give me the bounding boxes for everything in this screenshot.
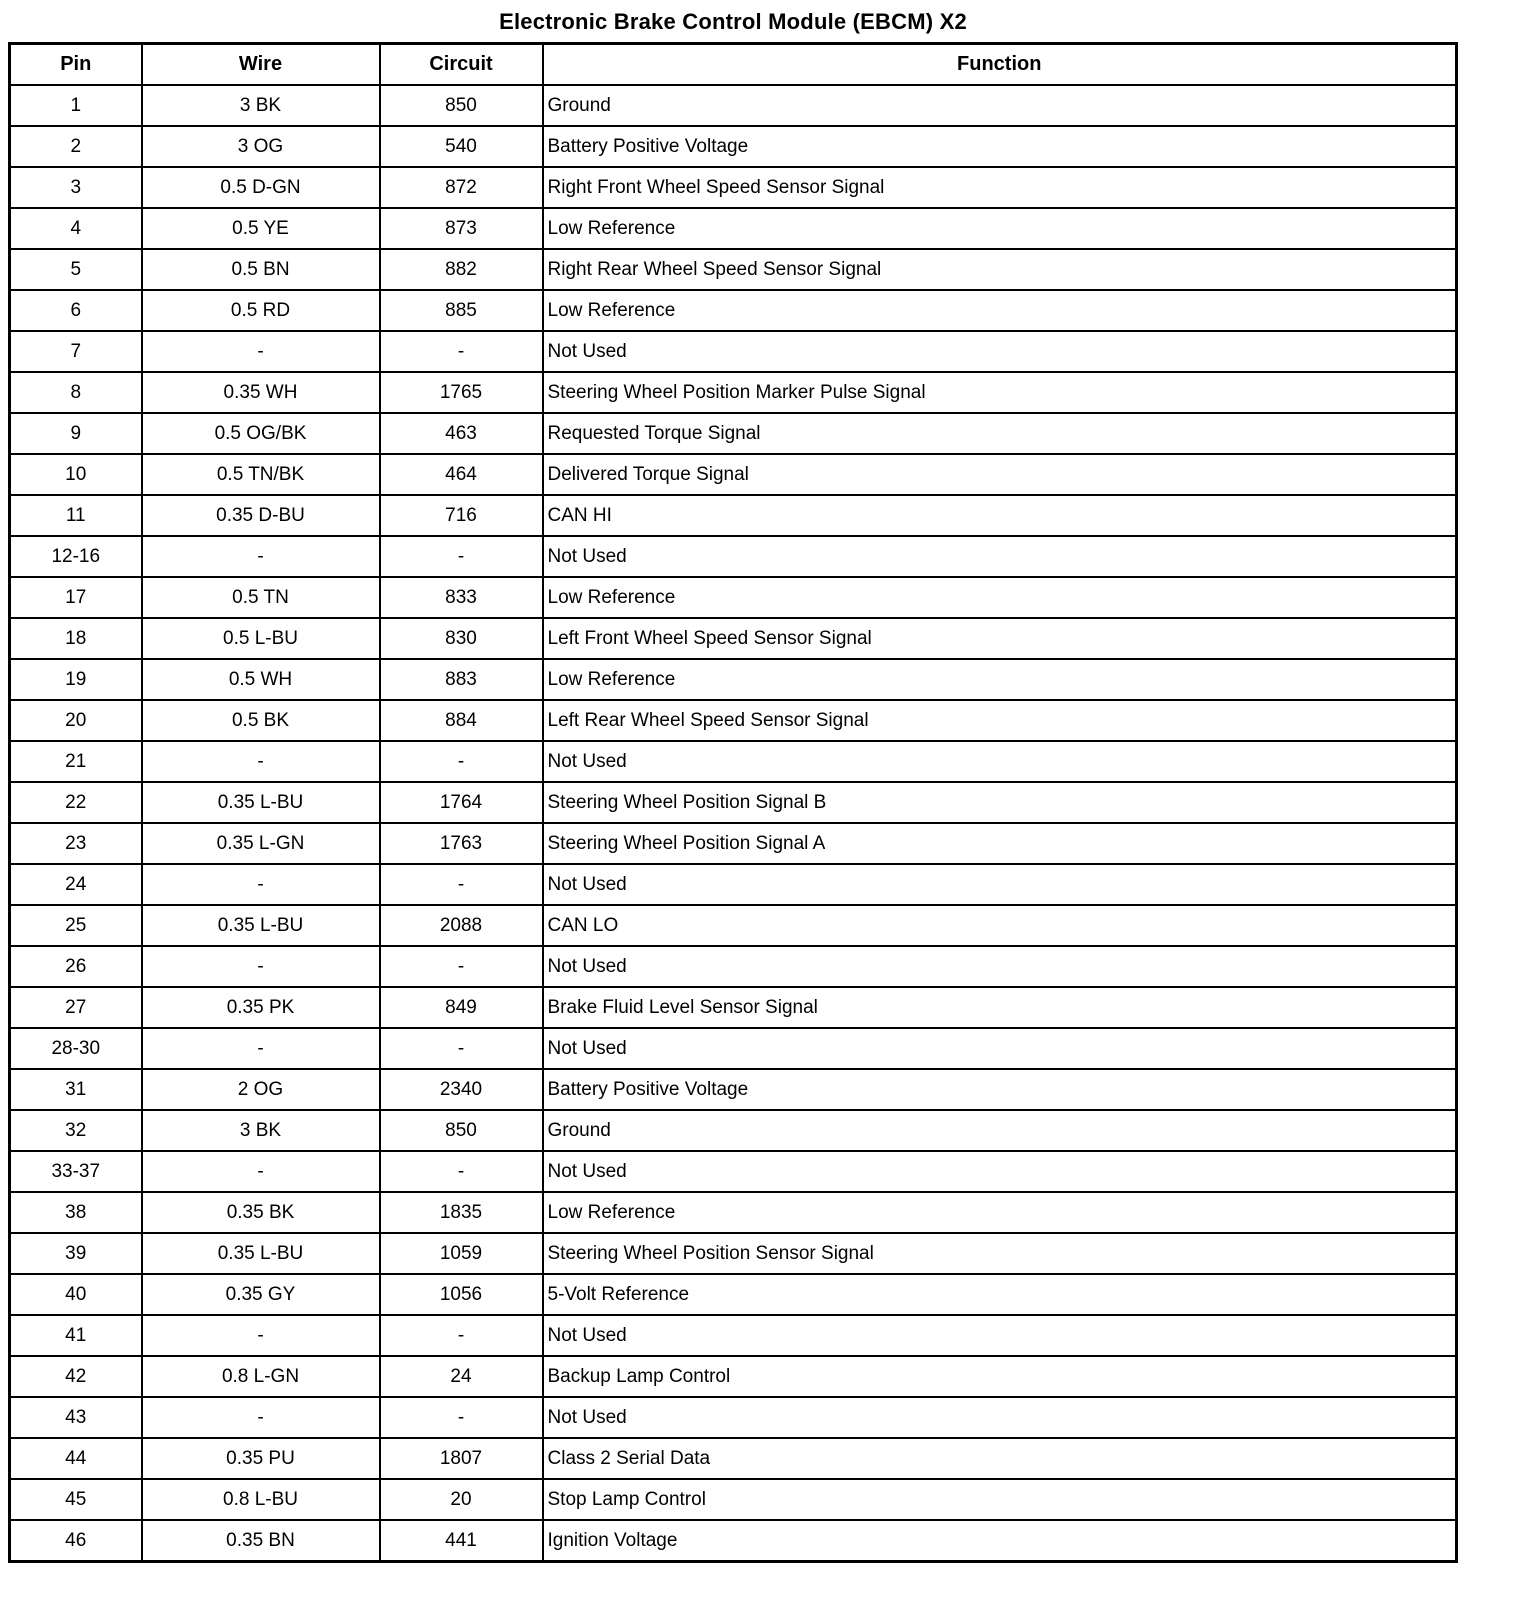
table-row	[10, 331, 1457, 372]
table-row	[10, 1397, 1457, 1438]
table-row	[10, 618, 1457, 659]
wire-cell: 2 OG	[142, 1069, 380, 1110]
column-header-wire: Wire	[142, 44, 380, 86]
circuit-cell: 1835	[380, 1192, 543, 1233]
function-cell: Right Front Wheel Speed Sensor Signal	[543, 167, 1457, 208]
circuit-cell: -	[380, 1151, 543, 1192]
circuit-cell: 464	[380, 454, 543, 495]
table-row	[10, 454, 1457, 495]
table-row	[10, 1028, 1457, 1069]
pin-cell: 43	[10, 1397, 142, 1438]
table-row	[10, 1356, 1457, 1397]
pin-cell: 40	[10, 1274, 142, 1315]
pin-cell: 6	[10, 290, 142, 331]
table-row	[10, 85, 1457, 126]
pin-cell: 26	[10, 946, 142, 987]
function-cell: Not Used	[543, 1028, 1457, 1069]
pin-cell: 21	[10, 741, 142, 782]
pin-cell: 10	[10, 454, 142, 495]
page-title: Electronic Brake Control Module (EBCM) X2	[499, 9, 967, 34]
circuit-cell: 850	[380, 85, 543, 126]
pin-cell: 1	[10, 85, 142, 126]
table-row	[10, 372, 1457, 413]
function-cell: 5-Volt Reference	[543, 1274, 1457, 1315]
pin-cell: 5	[10, 249, 142, 290]
table-row	[10, 1069, 1457, 1110]
wire-cell: -	[142, 1028, 380, 1069]
wire-cell: 0.5 BN	[142, 249, 380, 290]
function-cell: CAN HI	[543, 495, 1457, 536]
function-cell: Battery Positive Voltage	[543, 126, 1457, 167]
wire-cell: -	[142, 1151, 380, 1192]
pin-cell: 25	[10, 905, 142, 946]
function-cell: Left Front Wheel Speed Sensor Signal	[543, 618, 1457, 659]
function-cell: Backup Lamp Control	[543, 1356, 1457, 1397]
wire-cell: 0.35 L-BU	[142, 782, 380, 823]
wire-cell: 0.5 TN/BK	[142, 454, 380, 495]
table-row	[10, 1192, 1457, 1233]
circuit-cell: 2088	[380, 905, 543, 946]
table-row	[10, 823, 1457, 864]
table-row	[10, 495, 1457, 536]
function-cell: Not Used	[543, 741, 1457, 782]
function-cell: Not Used	[543, 864, 1457, 905]
wire-cell: 0.5 TN	[142, 577, 380, 618]
wire-cell: 0.5 OG/BK	[142, 413, 380, 454]
circuit-cell: 882	[380, 249, 543, 290]
wire-cell: -	[142, 1315, 380, 1356]
table-row	[10, 782, 1457, 823]
pin-cell: 31	[10, 1069, 142, 1110]
wire-cell: 3 BK	[142, 1110, 380, 1151]
table-row	[10, 905, 1457, 946]
function-cell: Ground	[543, 85, 1457, 126]
function-cell: Requested Torque Signal	[543, 413, 1457, 454]
circuit-cell: 463	[380, 413, 543, 454]
wire-cell: -	[142, 536, 380, 577]
pin-cell: 45	[10, 1479, 142, 1520]
wire-cell: 3 OG	[142, 126, 380, 167]
wire-cell: -	[142, 741, 380, 782]
table-row	[10, 1479, 1457, 1520]
pin-cell: 19	[10, 659, 142, 700]
column-header-circuit: Circuit	[380, 44, 543, 86]
pin-cell: 2	[10, 126, 142, 167]
function-cell: Not Used	[543, 536, 1457, 577]
circuit-cell: 20	[380, 1479, 543, 1520]
function-cell: Not Used	[543, 1397, 1457, 1438]
circuit-cell: -	[380, 536, 543, 577]
wire-cell: 0.8 L-BU	[142, 1479, 380, 1520]
wire-cell: -	[142, 946, 380, 987]
wire-cell: 0.35 PU	[142, 1438, 380, 1479]
wire-cell: 0.35 BN	[142, 1520, 380, 1562]
wire-cell: 0.35 PK	[142, 987, 380, 1028]
function-cell: Steering Wheel Position Signal B	[543, 782, 1457, 823]
pin-cell: 9	[10, 413, 142, 454]
pin-cell: 8	[10, 372, 142, 413]
circuit-cell: 872	[380, 167, 543, 208]
circuit-cell: -	[380, 331, 543, 372]
wire-cell: -	[142, 331, 380, 372]
table-row	[10, 413, 1457, 454]
function-cell: Right Rear Wheel Speed Sensor Signal	[543, 249, 1457, 290]
pin-cell: 33-37	[10, 1151, 142, 1192]
table-row	[10, 741, 1457, 782]
wire-cell: 0.35 D-BU	[142, 495, 380, 536]
function-cell: Ground	[543, 1110, 1457, 1151]
function-cell: Low Reference	[543, 577, 1457, 618]
table-row	[10, 659, 1457, 700]
table-row	[10, 536, 1457, 577]
table-body	[10, 85, 1457, 1562]
function-cell: Ignition Voltage	[543, 1520, 1457, 1562]
function-cell: Steering Wheel Position Signal A	[543, 823, 1457, 864]
pin-cell: 3	[10, 167, 142, 208]
circuit-cell: 716	[380, 495, 543, 536]
pin-cell: 11	[10, 495, 142, 536]
function-cell: Stop Lamp Control	[543, 1479, 1457, 1520]
function-cell: Not Used	[543, 331, 1457, 372]
circuit-cell: 830	[380, 618, 543, 659]
function-cell: Battery Positive Voltage	[543, 1069, 1457, 1110]
circuit-cell: 2340	[380, 1069, 543, 1110]
circuit-cell: 850	[380, 1110, 543, 1151]
circuit-cell: 849	[380, 987, 543, 1028]
function-cell: Low Reference	[543, 290, 1457, 331]
circuit-cell: 1059	[380, 1233, 543, 1274]
pin-cell: 23	[10, 823, 142, 864]
wire-cell: 3 BK	[142, 85, 380, 126]
function-cell: Low Reference	[543, 208, 1457, 249]
function-cell: Brake Fluid Level Sensor Signal	[543, 987, 1457, 1028]
wire-cell: 0.8 L-GN	[142, 1356, 380, 1397]
table-row	[10, 290, 1457, 331]
circuit-cell: 1764	[380, 782, 543, 823]
pin-cell: 39	[10, 1233, 142, 1274]
pin-cell: 4	[10, 208, 142, 249]
circuit-cell: -	[380, 1028, 543, 1069]
circuit-cell: 883	[380, 659, 543, 700]
function-cell: Delivered Torque Signal	[543, 454, 1457, 495]
circuit-cell: -	[380, 946, 543, 987]
table-row	[10, 864, 1457, 905]
pin-cell: 46	[10, 1520, 142, 1562]
table-row	[10, 208, 1457, 249]
pin-cell: 41	[10, 1315, 142, 1356]
pin-cell: 44	[10, 1438, 142, 1479]
pin-cell: 38	[10, 1192, 142, 1233]
wire-cell: 0.5 L-BU	[142, 618, 380, 659]
table-row	[10, 987, 1457, 1028]
table-row	[10, 126, 1457, 167]
wire-cell: 0.5 WH	[142, 659, 380, 700]
circuit-cell: 884	[380, 700, 543, 741]
table-row	[10, 700, 1457, 741]
circuit-cell: 1765	[380, 372, 543, 413]
table-row	[10, 1438, 1457, 1479]
wire-cell: 0.35 WH	[142, 372, 380, 413]
function-cell: Low Reference	[543, 1192, 1457, 1233]
wire-cell: 0.35 L-BU	[142, 905, 380, 946]
circuit-cell: 885	[380, 290, 543, 331]
function-cell: Not Used	[543, 1315, 1457, 1356]
circuit-cell: -	[380, 864, 543, 905]
table-row	[10, 1315, 1457, 1356]
pin-cell: 32	[10, 1110, 142, 1151]
column-header-function: Function	[543, 44, 1457, 86]
table-row	[10, 577, 1457, 618]
wire-cell: 0.5 D-GN	[142, 167, 380, 208]
wire-cell: 0.35 L-BU	[142, 1233, 380, 1274]
function-cell: Steering Wheel Position Sensor Signal	[543, 1233, 1457, 1274]
function-cell: Left Rear Wheel Speed Sensor Signal	[543, 700, 1457, 741]
table-row	[10, 1274, 1457, 1315]
wire-cell: 0.5 RD	[142, 290, 380, 331]
circuit-cell: -	[380, 1315, 543, 1356]
pin-cell: 42	[10, 1356, 142, 1397]
circuit-cell: 1763	[380, 823, 543, 864]
circuit-cell: 1056	[380, 1274, 543, 1315]
wire-cell: 0.5 BK	[142, 700, 380, 741]
function-cell: Not Used	[543, 1151, 1457, 1192]
pin-cell: 17	[10, 577, 142, 618]
pin-cell: 24	[10, 864, 142, 905]
circuit-cell: 540	[380, 126, 543, 167]
table-header-row	[10, 44, 1457, 86]
wire-cell: 0.35 GY	[142, 1274, 380, 1315]
wire-cell: 0.35 L-GN	[142, 823, 380, 864]
table-row	[10, 249, 1457, 290]
function-cell: Steering Wheel Position Marker Pulse Signal	[543, 372, 1457, 413]
circuit-cell: 24	[380, 1356, 543, 1397]
function-cell: Class 2 Serial Data	[543, 1438, 1457, 1479]
pin-cell: 28-30	[10, 1028, 142, 1069]
pin-cell: 7	[10, 331, 142, 372]
circuit-cell: 441	[380, 1520, 543, 1562]
function-cell: Not Used	[543, 946, 1457, 987]
table-row	[10, 1110, 1457, 1151]
table-row	[10, 167, 1457, 208]
ebcm-pinout-table	[8, 42, 1458, 1563]
circuit-cell: 873	[380, 208, 543, 249]
pin-cell: 20	[10, 700, 142, 741]
table-row	[10, 946, 1457, 987]
circuit-cell: 1807	[380, 1438, 543, 1479]
function-cell: Low Reference	[543, 659, 1457, 700]
wire-cell: 0.5 YE	[142, 208, 380, 249]
wire-cell: -	[142, 864, 380, 905]
column-header-pin: Pin	[10, 44, 142, 86]
pin-cell: 22	[10, 782, 142, 823]
table-row	[10, 1151, 1457, 1192]
function-cell: CAN LO	[543, 905, 1457, 946]
circuit-cell: 833	[380, 577, 543, 618]
pin-cell: 12-16	[10, 536, 142, 577]
pin-cell: 27	[10, 987, 142, 1028]
table-row	[10, 1520, 1457, 1562]
circuit-cell: -	[380, 741, 543, 782]
circuit-cell: -	[380, 1397, 543, 1438]
wire-cell: 0.35 BK	[142, 1192, 380, 1233]
wire-cell: -	[142, 1397, 380, 1438]
pin-cell: 18	[10, 618, 142, 659]
table-row	[10, 1233, 1457, 1274]
